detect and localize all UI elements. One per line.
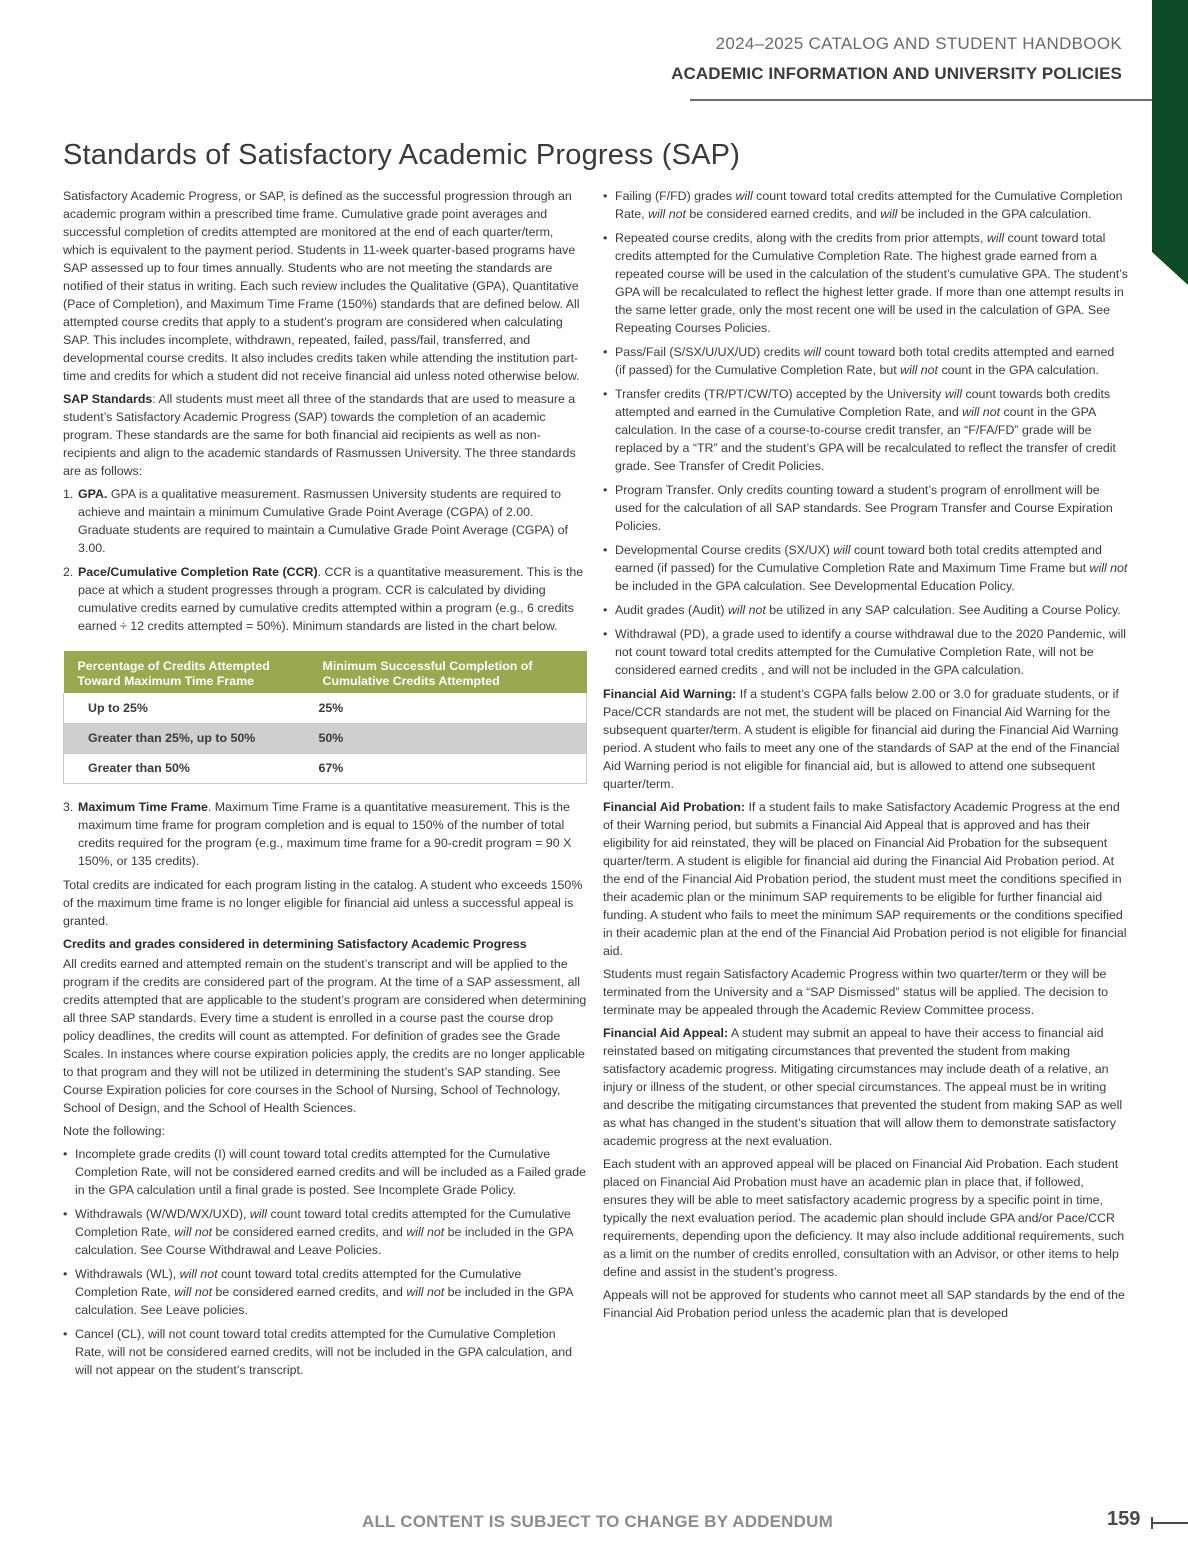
- emphasis: will: [944, 387, 963, 401]
- list-item-text: Developmental Course credits (SX/UX): [615, 543, 834, 557]
- emphasis: will: [735, 189, 753, 203]
- table-cell-range: Greater than 25%, up to 50%: [64, 723, 309, 753]
- list-item: [603, 481, 1128, 535]
- approved-appeal-paragraph: Each student with an approved appeal will be placed on Financial Aid Probation. Each student placed on Financial Aid Probation must have an academic plan in place that, if followed, ensures they will be able to meet satisfactory academic progress by a specific point in time, typically the next evaluation period. The academic plan should include GPA and/or Pace/CCR requirements, depending upon the deficiency. It may also include additional requirements, such as a limit on the number of credits enrolled, consultation with an Advisor, or other items to help define and assist in the student’s progress.: [603, 1157, 1125, 1279]
- emphasis: will not: [900, 363, 938, 377]
- bullet-icon: •: [63, 1206, 68, 1221]
- list-item-text: Withdrawal (PD), a grade used to identify a course withdrawal due to the 2020 Pandemic, will not count toward total credits attempted for the Cumulative Completion Rate, will not be considered earned credits , and will not be included in the GPA calculation.: [615, 627, 1127, 677]
- total-credits-paragraph: Total credits are indicated for each program listing in the catalog. A student who exceeds 150% of the maximum time frame is no longer eligible for financial aid unless a successful appeal is granted.: [63, 877, 583, 928]
- list-item: [603, 343, 1128, 379]
- table-row: [64, 723, 587, 753]
- list-item-text: Transfer credits (TR/PT/CW/TO) accepted by the University: [615, 387, 945, 401]
- table-cell-min: 50%: [309, 723, 587, 753]
- right-column: [603, 187, 1128, 1327]
- emphasis: will not: [179, 1266, 218, 1281]
- financial-aid-appeal-text: A student may submit an appeal to have their access to financial aid reinstated based on mitigating circumstances that prevented the student from making satisfactory academic progress. Mitigating circumstances may include death of a relative, an injury or illness of the student, or other special circumstances. The appeal must be in writing and describe the mitigating circumstances that prevented the student from making SAP as well as what has changed in the student’s situation that will allow them to demonstrate satisfactory academic progress at the next evaluation.: [603, 1026, 1123, 1148]
- financial-aid-warning-text: If a student’s CGPA falls below 2.00 or 3.0 for graduate students, or if Pace/CCR standards are not met, the student will be placed on Financial Aid Warning for the subsequent quarter/term. A student is eligible for financial aid during the Financial Aid Warning period. A student who fails to meet any one of the standards of SAP at the end of the Financial Aid Warning period is not eligible for financial aid, but is allowed to attend one subsequent quarter/term.: [603, 687, 1120, 791]
- right-bullet-list: [603, 187, 1128, 679]
- financial-aid-warning-label: Financial Aid Warning:: [603, 687, 737, 701]
- list-item-text: Failing (F/FD) grades: [615, 189, 736, 203]
- credits-heading: Credits and grades considered in determining Satisfactory Academic Progress: [63, 936, 527, 951]
- financial-aid-appeal-paragraph: [603, 1024, 1128, 1150]
- financial-aid-probation-text: If a student fails to make Satisfactory Academic Progress at the end of their Warning period, but submits a Financial Aid Appeal that is approved and has their eligibility for aid reinstated, they will be placed on Financial Aid Probation for the subsequent quarter/term. A student is eligible for financial aid during the Financial Aid Probation period. At the end of the Financial Aid Probation period, the student must meet the conditions specified in their academic plan or the minimum SAP requirements to be eligible for further financial aid funding. A student who fails to meet the minimum SAP requirements or the conditions specified in their academic plan at the end of the Financial Aid Probation period is not eligible for financial aid.: [603, 800, 1127, 958]
- list-item-text: count toward total credits attempted for the Cumulative Completion Rate,: [75, 1266, 522, 1299]
- emphasis: will: [880, 207, 898, 221]
- bullet-icon: •: [63, 1266, 68, 1281]
- standard-text: GPA is a qualitative measurement. Rasmussen University students are required to achieve and maintain a minimum Cumulative Grade Point Average (CGPA) of 2.00. Graduate students are required to maintain a Cumulative Grade Point Average (CGPA) of 3.00.: [78, 487, 568, 555]
- list-item-text: Audit grades (Audit): [615, 603, 728, 617]
- list-item-text: Pass/Fail (S/SX/U/UX/UD) credits: [615, 345, 804, 359]
- left-column: [63, 187, 587, 1385]
- bullet-icon: •: [603, 345, 608, 359]
- page-header: [671, 34, 1122, 84]
- standard-item: [63, 563, 587, 635]
- bullet-icon: •: [603, 483, 608, 497]
- list-item: [603, 385, 1128, 475]
- bullet-icon: •: [603, 189, 608, 203]
- item-number: 3.: [63, 799, 74, 814]
- bullet-icon: •: [603, 603, 608, 617]
- standards-list-continued: [63, 798, 587, 870]
- table-cell-range: Greater than 50%: [64, 753, 309, 783]
- list-item-text: Program Transfer. Only credits counting toward a student’s program of enrollment will be used for the calculation of all SAP standards. See Program Transfer and Course Expiration Policies.: [615, 483, 1113, 533]
- list-item-text: count in the GPA calculation. In the case of a course-to-course credit transfer, an “F/FA/FD” grade will be replaced by a “TR” and the student’s GPA will be recalculated to reflect the transfer of credit grade. See Transfer of Credit Policies.: [615, 405, 1116, 473]
- list-item-text: Repeated course credits, along with the credits from prior attempts,: [615, 231, 987, 245]
- emphasis: will not: [727, 603, 766, 617]
- list-item: [603, 601, 1128, 619]
- bullet-icon: •: [63, 1326, 68, 1341]
- bullet-icon: •: [603, 387, 608, 401]
- list-item-text: be considered earned credits, and: [685, 207, 881, 221]
- emphasis: will not: [174, 1224, 213, 1239]
- financial-aid-warning-paragraph: [603, 685, 1128, 793]
- list-item-text: be included in the GPA calculation. See Course Withdrawal and Leave Policies.: [75, 1224, 573, 1257]
- table-cell-range: Up to 25%: [64, 693, 309, 723]
- credits-paragraph: All credits earned and attempted remain on the student’s transcript and will be applied to the program if the credits are considered part of the program. At the time of a SAP assessment, all credits attempted that are applicable to the student’s program are considered when determining all three SAP standards. Every time a student is enrolled in a course past the course drop policy deadlines, the credits will count as attempted. For definition of grades see the Grade Scales. In instances where course expiration policies apply, the credits are no longer applicable to that program and they will not be utilized in determining the student’s SAP standing. See Course Expiration policies for core courses in the School of Nursing, School of Technology, School of Design, and the School of Health Sciences.: [63, 956, 587, 1115]
- list-item-text: be included in the GPA calculation. See Leave policies.: [75, 1284, 573, 1317]
- bullet-icon: •: [603, 543, 608, 557]
- list-item-text: be included in the GPA calculation.: [897, 207, 1092, 221]
- completion-rate-table: [63, 651, 587, 784]
- intro-paragraph: Satisfactory Academic Progress, or SAP, is defined as the successful progression through an academic program within a prescribed time frame. Cumulative grade point averages and successful completion of credits attempted are monitored at the end of each quarter/term, which is equivalent to the payment period. Students in 11-week quarter-based programs have SAP assessed up to four times annually. Students who are not meeting the standards are notified of their status in writing. Each such review includes the Qualitative (GPA), Quantitative (Pace of Completion), and Maximum Time Frame (150%) standards that are defined below. All attempted course credits that apply to a student’s program are considered when calculating SAP. This includes incomplete, withdrawn, repeated, failed, pass/fail, transferred, and developmental course credits. It also includes credits taken while attending the institution part-time and credits for which a student did not receive financial aid unless noted otherwise below.: [63, 189, 580, 383]
- item-number: 1.: [63, 487, 74, 501]
- emphasis: will: [986, 231, 1005, 245]
- emphasis: will not: [962, 405, 1001, 419]
- catalog-title: 2024–2025 CATALOG AND STUDENT HANDBOOK: [715, 34, 1122, 53]
- financial-aid-probation-label: Financial Aid Probation:: [603, 800, 746, 814]
- emphasis: will: [249, 1206, 268, 1221]
- list-item-text: count toward both total credits attempted and earned (if passed) for the Cumulative Completion Rate and Maximum Time Frame but: [615, 543, 1102, 575]
- standard-label: GPA.: [78, 487, 108, 501]
- list-item-text: count toward total credits attempted for the Cumulative Completion Rate. The highest grade earned from a repeated course will be used in the calculation of the student’s cumulative GPA. The student’s GPA will be recalculated to reflect the highest letter grade. If more than one attempt results in the same letter grade, only the most recent one will be used in the calculation of GPA. See Repeating Courses Policies.: [615, 231, 1128, 335]
- list-item: [63, 1205, 587, 1259]
- emphasis: will not: [406, 1224, 445, 1239]
- list-item-text: be considered earned credits, and: [212, 1284, 407, 1299]
- bullet-icon: •: [603, 231, 608, 245]
- table-header-col1: Percentage of Credits Attempted Toward Maximum Time Frame: [64, 651, 309, 693]
- table-row: [64, 753, 587, 783]
- list-item: [603, 541, 1128, 595]
- table-cell-min: 25%: [309, 693, 587, 723]
- financial-aid-appeal-label: Financial Aid Appeal:: [603, 1026, 729, 1040]
- page-number: 159: [1107, 1508, 1141, 1530]
- list-item-text: count toward total credits attempted for the Cumulative Completion Rate,: [615, 189, 1123, 221]
- list-item-text: be utilized in any SAP calculation. See Auditing a Course Policy.: [765, 603, 1121, 617]
- list-item: [603, 625, 1128, 679]
- left-bullet-list: [63, 1145, 587, 1379]
- header-rule: [690, 99, 1152, 101]
- emphasis: will: [833, 543, 851, 557]
- list-item-text: count toward both total credits attempted and earned (if passed) for the Cumulative Completion Rate, but: [615, 345, 1115, 377]
- emphasis: will: [803, 345, 821, 359]
- financial-aid-probation-paragraph: [603, 798, 1128, 960]
- standard-item: [63, 485, 587, 557]
- addendum-notice: ALL CONTENT IS SUBJECT TO CHANGE BY ADDENDUM: [362, 1512, 833, 1531]
- regain-sap-paragraph: Students must regain Satisfactory Academic Progress within two quarter/term or they will be terminated from the University and a “SAP Dismissed” status will be applied. The decision to terminate may be appealed through the Academic Review Committee process.: [603, 967, 1109, 1017]
- page-footer: [0, 1508, 1188, 1538]
- standards-list: [63, 485, 587, 635]
- emphasis: will not: [648, 207, 686, 221]
- list-item-text: be included in the GPA calculation. See Developmental Education Policy.: [615, 579, 1015, 593]
- table-cell-min: 67%: [309, 753, 587, 783]
- standard-item: [63, 798, 587, 870]
- standard-text: . Maximum Time Frame is a quantitative measurement. This is the maximum time frame for program completion and is equal to 150% of the number of total credits required for the program (e.g., maximum time frame for a 90-credit program = 90 X 150%, or 135 credits).: [78, 799, 572, 868]
- list-item: [63, 1145, 587, 1199]
- emphasis: will not: [1089, 561, 1128, 575]
- list-item: [63, 1265, 587, 1319]
- page-number-tick: [1151, 1517, 1153, 1529]
- list-item: [603, 187, 1128, 223]
- note-label: Note the following:: [63, 1123, 165, 1138]
- list-item-text: Cancel (CL), will not count toward total credits attempted for the Cumulative Completion Rate, will not be considered earned credits, will not be included in the GPA calculation, and will not appear on the student’s transcript.: [75, 1326, 573, 1377]
- item-number: 2.: [63, 565, 74, 579]
- list-item-text: be considered earned credits, and: [212, 1224, 407, 1239]
- standard-label: Maximum Time Frame: [78, 799, 208, 814]
- emphasis: will not: [174, 1284, 213, 1299]
- section-title: ACADEMIC INFORMATION AND UNIVERSITY POLICIES: [671, 64, 1122, 83]
- bullet-icon: •: [63, 1146, 68, 1161]
- sap-standards-label: SAP Standards: [63, 392, 153, 406]
- standard-text: . CCR is a quantitative measurement. This is the pace at which a student progresses through a program. CCR is calculated by dividing cumulative credits earned by cumulative credits attempted within a program (e.g., 6 credits earned ÷ 12 credits attempted = 50%). Minimum standards are listed in the chart below.: [78, 565, 584, 633]
- table-row: [64, 693, 587, 723]
- table-header-col2: Minimum Successful Completion of Cumulative Credits Attempted: [309, 651, 587, 693]
- list-item-text: Incomplete grade credits (I) will count toward total credits attempted for the Cumulative Completion Rate, will not be considered earned credits and will be included as a Failed grade in the GPA calculation until a final grade is posted. See Incomplete Grade Policy.: [75, 1146, 587, 1197]
- page-title: Standards of Satisfactory Academic Progress (SAP): [63, 139, 741, 171]
- green-corner-tab: [1152, 0, 1188, 285]
- page-number-rule: [1151, 1522, 1188, 1524]
- list-item-text: count in the GPA calculation.: [938, 363, 1099, 377]
- list-item: [603, 229, 1128, 337]
- sap-standards-paragraph: [63, 390, 587, 480]
- appeals-not-approved-paragraph: Appeals will not be approved for students who cannot meet all SAP standards by the end of the Financial Aid Probation period unless the academic plan that is developed: [603, 1288, 1125, 1320]
- sap-standards-text: : All students must meet all three of the standards that are used to measure a student’s Satisfactory Academic Progress (SAP) towards the completion of an academic program. These standards are the same for both financial aid recipients as well as non-recipients and align to the academic standards of Rasmussen University. The three standards are as follows:: [63, 392, 576, 478]
- bullet-icon: •: [603, 627, 608, 641]
- standard-label: Pace/Cumulative Completion Rate (CCR): [78, 565, 318, 579]
- emphasis: will not: [406, 1284, 445, 1299]
- list-item-text: count towards both credits attempted and earned in the Cumulative Completion Rate, and: [615, 387, 1111, 419]
- list-item: [63, 1325, 587, 1379]
- list-item-text: Withdrawals (WL),: [75, 1266, 180, 1281]
- list-item-text: count toward total credits attempted for the Cumulative Completion Rate,: [75, 1206, 571, 1239]
- list-item-text: Withdrawals (W/WD/WX/UXD),: [75, 1206, 250, 1221]
- table-header-row: [64, 651, 587, 693]
